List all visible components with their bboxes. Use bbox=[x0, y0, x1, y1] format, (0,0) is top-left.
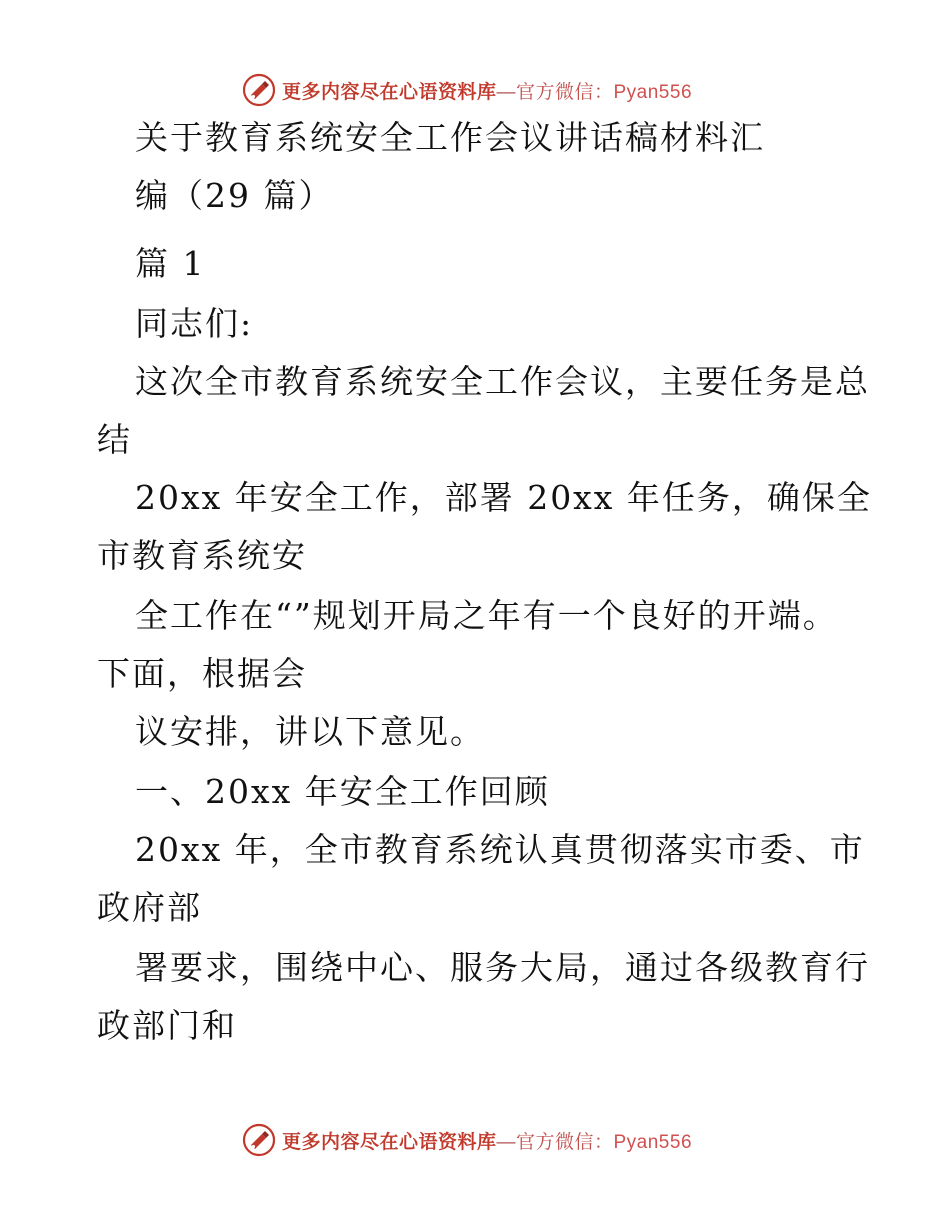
paragraph-line: 20xx 年安全工作，部署 20xx 年任务，确保全 bbox=[135, 478, 872, 517]
paragraph-line: 政府部 bbox=[97, 888, 202, 927]
footer-watermark-banner bbox=[0, 1120, 950, 1160]
doc-title-line-1: 关于教育系统安全工作会议讲话稿材料汇 bbox=[135, 118, 765, 157]
header-brand: 更多内容尽在心语资料库 bbox=[281, 80, 497, 103]
footer-watermark-inner bbox=[242, 1123, 692, 1157]
pen-logo-icon bbox=[242, 1123, 276, 1157]
header-watermark-inner bbox=[242, 73, 692, 107]
paragraph-line: 署要求，围绕中心、服务大局，通过各级教育行 bbox=[135, 948, 870, 987]
footer-watermark-text bbox=[282, 1127, 692, 1154]
paragraph-line: 政部门和 bbox=[97, 1006, 237, 1045]
section-heading: 篇 1 bbox=[135, 244, 206, 283]
paragraph-line: 下面，根据会 bbox=[97, 654, 307, 693]
paragraph-line: 20xx 年，全市教育系统认真贯彻落实市委、市 bbox=[135, 830, 865, 869]
header-watermark-text bbox=[282, 77, 692, 104]
header-watermark-banner bbox=[0, 70, 950, 110]
footer-dash: — bbox=[496, 1131, 516, 1153]
paragraph-line: 市教育系统安 bbox=[97, 536, 307, 575]
header-wechat-label: 官方微信： bbox=[515, 80, 614, 103]
pen-logo-icon bbox=[242, 73, 276, 107]
paragraph-line: 全工作在“”规划开局之年有一个良好的开端。 bbox=[135, 596, 838, 635]
paragraph-line: 结 bbox=[97, 420, 132, 459]
footer-brand: 更多内容尽在心语资料库 bbox=[281, 1130, 497, 1153]
doc-title-line-2: 编（29 篇） bbox=[135, 176, 334, 215]
paragraph-line: 议安排，讲以下意见。 bbox=[135, 712, 485, 751]
subsection-heading: 一、20xx 年安全工作回顾 bbox=[135, 772, 550, 811]
paragraph-line: 这次全市教育系统安全工作会议，主要任务是总 bbox=[135, 362, 870, 401]
salutation: 同志们: bbox=[135, 304, 254, 343]
footer-wechat-label: 官方微信： bbox=[515, 1130, 614, 1153]
header-dash: — bbox=[496, 81, 516, 103]
header-wechat-handle: Pyan556 bbox=[613, 81, 693, 103]
footer-wechat-handle: Pyan556 bbox=[613, 1131, 693, 1153]
